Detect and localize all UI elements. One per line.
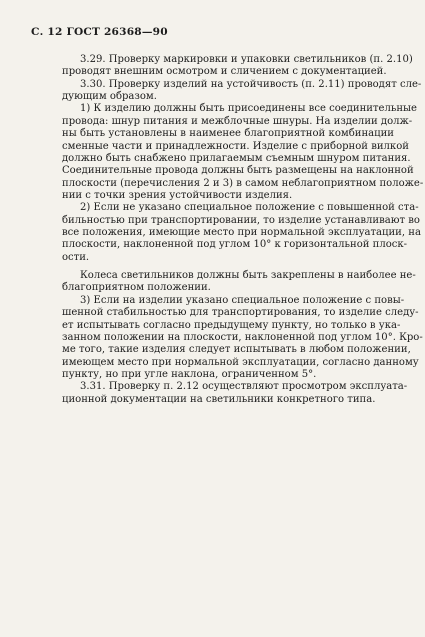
text-line: сменные части и принадлежности. Изделие с приборной вилкой [62,140,409,152]
text-line: 1) К изделию должны быть присоединены все соединительные [80,103,417,115]
text-line: ме того, такие изделия следует испытывать в любом положении, [62,344,411,356]
text-line: 3) Если на изделии указано специальное положение с повы- [80,294,405,306]
text-line: должно быть снабжено прилагаемым съемным шнуром питания. [62,152,411,164]
text-line: плоскости, наклоненной под углом 10° к горизонтальной плоск- [62,239,408,251]
text-line: имеющем место при нормальной эксплуатации, согласно данному [62,356,419,368]
text-line: ости. [62,251,90,263]
text-line: пункту, но при угле наклона, ограниченном 5°. [62,368,317,380]
body-text [62,54,424,406]
text-line: 3.31. Проверку п. 2.12 осуществляют просмотром эксплуата- [80,381,408,393]
text-line: 3.30. Проверку изделий на устойчивость (п. 2.11) проводят сле- [80,78,422,90]
text-line: ны быть установлены в наименее благоприятной комбинации [62,128,394,140]
page-header: С. 12 ГОСТ 26368—90 [31,26,168,38]
text-line: ционной документации на светильники конкретного типа. [62,393,376,405]
text-line: нии с точки зрения устойчивости изделия. [62,189,293,201]
text-line: плоскости (перечисления 2 и 3) в самом неблагоприятном положе- [62,177,424,189]
text-line: бильностью при транспортировании, то изделие устанавливают во [62,214,420,226]
text-line: ет испытывать согласно предыдущему пункту, но только в ука- [62,319,401,331]
text-line: провода: шнур питания и межблочные шнуры. На изделии долж- [62,115,413,127]
text-line: 2) Если не указано специальное положение с повышенной ста- [80,202,419,214]
text-line: проводят внешним осмотром и сличением с документацией. [62,66,387,78]
text-line: все положения, имеющие место при нормальной эксплуатации, на [62,227,421,239]
text-line: дующим образом. [62,91,157,103]
text-line: занном положении на плоскости, наклоненной под углом 10°. Кро- [62,331,423,343]
text-line: благоприятном положении. [62,282,211,294]
text-line: шенной стабильностью для транспортирования, то изделие следу- [62,307,419,319]
text-line: Соединительные провода должны быть размещены на наклонной [62,165,414,177]
text-line: Колеса светильников должны быть закреплены в наиболее не- [80,270,416,282]
text-line: 3.29. Проверку маркировки и упаковки светильников (п. 2.10) [80,54,413,65]
